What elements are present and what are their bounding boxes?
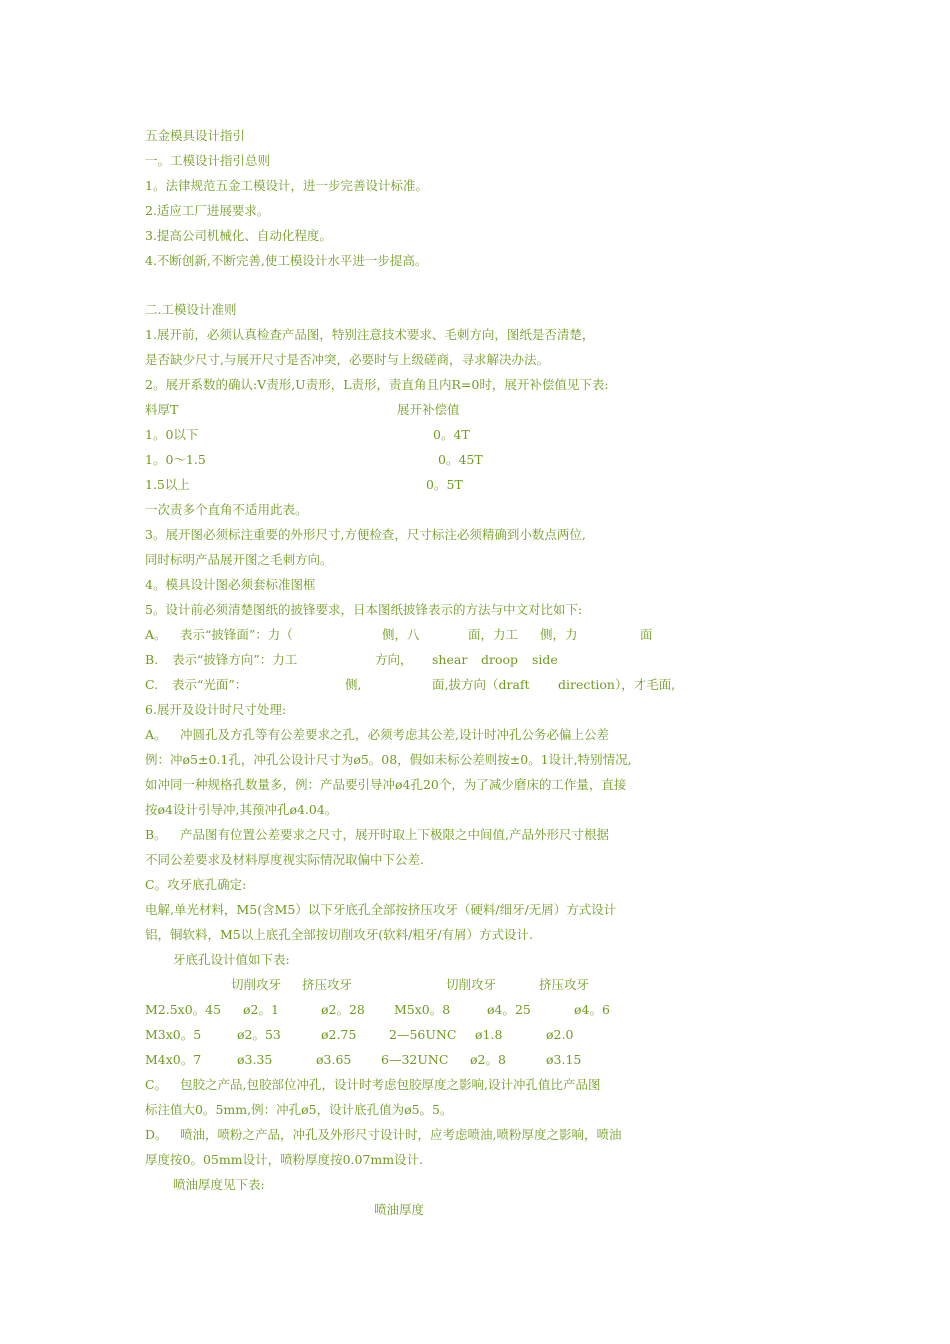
burr-a-col: 面，力工 (468, 627, 519, 642)
burr-c-col: 侧, (345, 677, 362, 692)
rule-6a-line-3: 如冲同一种规格孔数量多，例：产品要引导冲ø4孔20个，为了减少磨床的工作量，直接 (145, 777, 627, 792)
section-1-heading: 一。工模设计指引总则 (145, 153, 271, 168)
rule-4: 4。模具设计图必须套标准图框 (145, 577, 316, 592)
tap-table-cell: ø2.75 (321, 1027, 357, 1042)
sec1-item-2: 2.适应工厂进展要求。 (145, 203, 270, 218)
rule-6b-label: B。 (145, 827, 167, 842)
sec1-item-4: 4.不断创新,不断完善,使工模设计水平进一步提高。 (145, 253, 428, 268)
burr-c-col: 面,拔方向（draft (432, 677, 530, 692)
rule-6d-line-1: 喷油，喷粉之产品，冲孔及外形尺寸设计时，应考虑喷油,喷粉厚度之影响，喷油 (180, 1127, 622, 1142)
tap-table-cell: M4x0。7 (145, 1052, 202, 1067)
document-title: 五金模具设计指引 (145, 128, 246, 143)
tap-table-header: 切削攻牙 (446, 977, 497, 992)
burr-b-col: 方向， (375, 652, 413, 667)
burr-c-text: 表示“光面”： (172, 677, 248, 692)
rule-6a-line-2: 例：冲ø5±0.1孔，冲孔公设计尺寸为ø5。08，假如未标公差则按±0。1设计,特别情况, (145, 752, 632, 767)
spray-table-header: 喷油厚度 (374, 1202, 425, 1217)
tap-table-cell: ø2。53 (237, 1027, 281, 1042)
rule-6c-line-2: 铝，铜软料，M5以上底孔全部按切削攻牙(软料/粗牙/有屑）方式设计. (145, 927, 534, 942)
tap-table-cell: ø2。8 (470, 1052, 506, 1067)
comp-table-cell: 1。0～1.5 (145, 452, 206, 467)
rule-6c2-line-1: 包胶之产品,包胶部位冲孔，设计时考虑包胶厚度之影响,设计冲孔值比产品图 (180, 1077, 601, 1092)
rule-6b-line-2: 不同公差要求及材料厚度视实际情况取偏中下公差. (145, 852, 424, 867)
rule-2: 2。展开系数的确认:V责形,U责形，L责形，责直角且内R=0时，展开补偿值见下表: (145, 377, 609, 392)
comp-table-cell: 0。45T (438, 452, 483, 467)
comp-table-cell: 1.5以上 (145, 477, 190, 492)
burr-c-col: direction），才毛面, (558, 677, 676, 692)
tap-table-cell: M5x0。8 (394, 1002, 451, 1017)
rule-6a-label: A。 (145, 727, 167, 742)
burr-b-col: droop (481, 652, 519, 667)
comp-table-note: 一次责多个直角不适用此表。 (145, 502, 308, 517)
comp-table-cell: 0。5T (426, 477, 463, 492)
tap-table-header: 挤压攻牙 (302, 977, 353, 992)
comp-table-header: 料厚T (145, 402, 179, 417)
rule-6d-label: D。 (145, 1127, 168, 1142)
tap-table-header: 挤压攻牙 (539, 977, 590, 992)
tap-table-cell: ø4。6 (574, 1002, 610, 1017)
tap-table-cell: ø3.65 (316, 1052, 352, 1067)
rule-6c-line-1: 电解,单光材料，M5(含M5）以下牙底孔全部按挤压攻牙（硬料/细牙/无屑）方式设计 (145, 902, 617, 917)
tap-table-cell: ø2.0 (546, 1027, 574, 1042)
tap-table-cell: ø4。25 (487, 1002, 531, 1017)
tap-table-cell: 6—32UNC (381, 1052, 449, 1067)
tap-table-cell: ø1.8 (475, 1027, 503, 1042)
sec1-item-3: 3.提高公司机械化、自动化程度。 (145, 228, 332, 243)
sec1-item-1: 1。法律规范五金工模设计，进一步完善设计标准。 (145, 178, 428, 193)
burr-c-label: C. (145, 677, 159, 692)
tap-table-cell: ø2。1 (243, 1002, 279, 1017)
rule-3-line-2: 同时标明产品展开图之毛刺方向。 (145, 552, 333, 567)
burr-b-col: shear (432, 652, 468, 667)
comp-table-cell: 0。4T (433, 427, 470, 442)
rule-6a-line-4: 按ø4设计引导冲,其预冲孔ø4.04。 (145, 802, 338, 817)
tap-table-cell: ø3.35 (237, 1052, 273, 1067)
rule-1-line-2: 是否缺少尺寸,与展开尺寸是否冲突，必要时与上级磋商，寻求解决办法。 (145, 352, 549, 367)
tap-table-header: 切削攻牙 (231, 977, 282, 992)
burr-a-col: 面 (640, 627, 653, 642)
rule-3-line-1: 3。展开图必须标注重要的外形尺寸,方便检查，尺寸标注必须精确到小数点两位, (145, 527, 586, 542)
rule-6a-line-1: 冲圆孔及方孔等有公差要求之孔，必须考虑其公差,设计时冲孔公务必偏上公差 (180, 727, 609, 742)
tap-table-cell: ø2。28 (321, 1002, 365, 1017)
comp-table-cell: 1。0以下 (145, 427, 199, 442)
comp-table-header: 展开补偿值 (397, 402, 460, 417)
rule-6d-line-3: 喷油厚度见下表: (173, 1177, 265, 1192)
burr-a-col: 侧，力 (540, 627, 578, 642)
rule-6c-line-3: 牙底孔设计值如下表: (173, 952, 290, 967)
rule-6: 6.展开及设计时尺寸处理: (145, 702, 287, 717)
rule-6b-line-1: 产品图有位置公差要求之尺寸，展开时取上下极限之中间值,产品外形尺寸根据 (180, 827, 609, 842)
rule-5: 5。设计前必须清楚图纸的披锋要求，日本图纸披锋表示的方法与中文对比如下: (145, 602, 583, 617)
rule-6d-line-2: 厚度按0。05mm设计，喷粉厚度按0.07mm设计. (145, 1152, 424, 1167)
tap-table-cell: 2—56UNC (389, 1027, 457, 1042)
burr-b-label: B. (145, 652, 159, 667)
rule-1-line-1: 1.展开前，必须认真检查产品图，特别注意技术要求、毛刺方向，图纸是否清楚， (145, 327, 595, 342)
burr-a-col: 侧，八 (382, 627, 420, 642)
burr-b-col: side (532, 652, 558, 667)
section-2-heading: 二.工模设计准则 (145, 302, 237, 317)
tap-table-cell: ø3.15 (546, 1052, 582, 1067)
tap-table-cell: M2.5x0。45 (145, 1002, 222, 1017)
burr-a-text: 表示“披锋面”：力（ (180, 627, 293, 642)
rule-6c2-label: C。 (145, 1077, 168, 1092)
rule-6c-heading: C。攻牙底孔确定: (145, 877, 247, 892)
burr-a-label: A。 (145, 627, 167, 642)
rule-6c2-line-2: 标注值大0。5mm,例：冲孔ø5，设计底孔值为ø5。5。 (145, 1102, 453, 1117)
tap-table-cell: M3x0。5 (145, 1027, 202, 1042)
burr-b-text: 表示“披锋方向”：力工 (172, 652, 298, 667)
